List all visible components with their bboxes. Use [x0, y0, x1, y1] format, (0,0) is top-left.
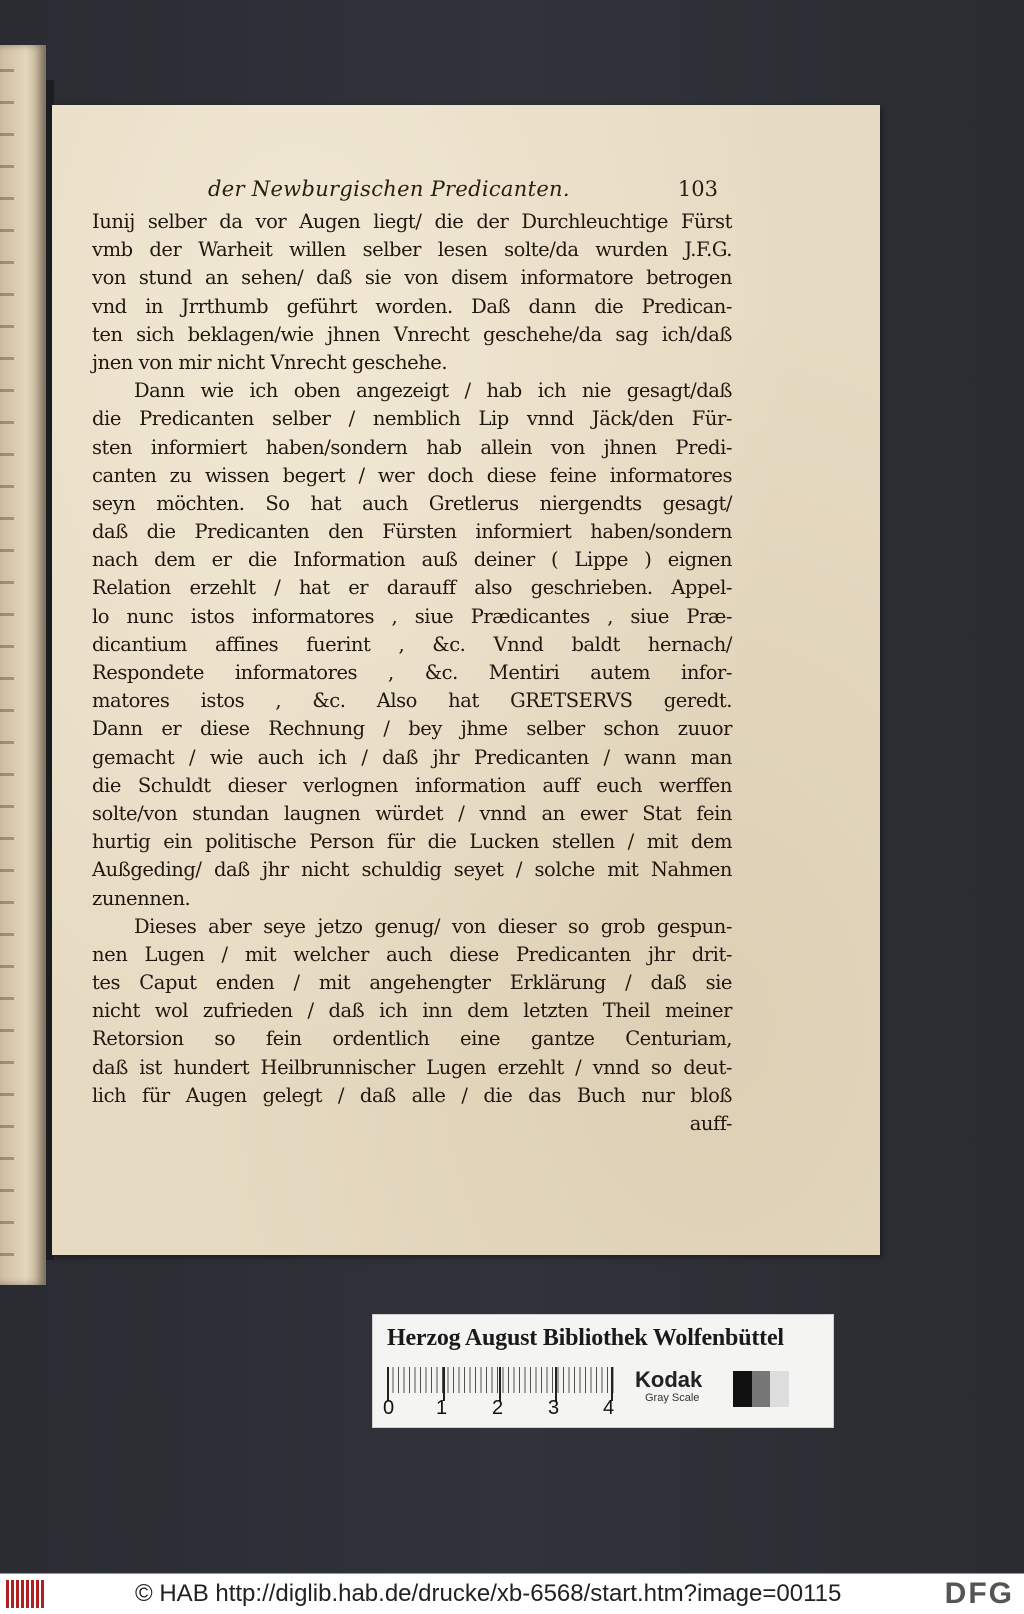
- text-line: Dann wie ich oben angezeigt / hab ich nie gesagt/daß: [134, 379, 732, 403]
- text-line: die Predicanten selber / nemblich Lip vnnd Jäck/den Für-: [92, 407, 732, 431]
- ruler-number: 2: [492, 1397, 504, 1419]
- book-page: [52, 105, 880, 1255]
- text-line: von stund an sehen/ daß sie von disem informatore betrogen: [92, 266, 732, 290]
- ruler-major-tick: [443, 1367, 445, 1401]
- text-line: canten zu wissen begert / wer doch diese feine informatores: [92, 463, 732, 487]
- text-line: nen Lugen / mit welcher auch diese Predicanten jhr drit-: [92, 942, 732, 966]
- previous-page-edge: [0, 45, 46, 1285]
- gray-swatch: [770, 1371, 789, 1407]
- gray-swatch: [752, 1371, 771, 1407]
- text-line: ten sich beklagen/wie jhnen Vnrecht geschehe/da sag ich/daß: [92, 322, 732, 346]
- ruler-number: 4: [603, 1397, 615, 1419]
- text-line: lich für Augen gelegt / daß alle / die das Buch nur bloß: [92, 1083, 732, 1107]
- ruler-number: 1: [436, 1397, 448, 1419]
- text-line: Retorsion so fein ordentlich eine gantze Centuriam,: [92, 1027, 732, 1051]
- ruler-number: 3: [548, 1397, 560, 1419]
- text-line: hurtig ein politische Person für die Lucken stellen / mit dem: [92, 830, 732, 854]
- text-line: jnen von mir nicht Vnrecht geschehe.: [92, 350, 448, 374]
- text-line: Iunij selber da vor Augen liegt/ die der Durchleuchtige Fürst: [92, 210, 732, 233]
- library-name: Herzog August Bibliothek Wolfenbüttel: [387, 1325, 784, 1351]
- text-line: Dann er diese Rechnung / bey jhme selber schon zuuor: [92, 717, 732, 741]
- gray-scale-swatches: [733, 1371, 789, 1407]
- ruler-number: 0: [383, 1397, 395, 1419]
- ruler-numbers: [373, 1397, 613, 1421]
- text-line: Relation erzehlt / hat er darauff also geschrieben. Appel-: [92, 576, 732, 600]
- text-line: auff-: [689, 1112, 732, 1135]
- text-line: Respondete informatores , &c. Mentiri autem infor-: [92, 661, 732, 684]
- text-line: vnd in Jrrthumb geführt worden. Daß dann die Predican-: [92, 294, 732, 318]
- ruler-major-tick: [555, 1367, 557, 1401]
- running-head: der Newburgischen Predicanten.: [208, 177, 570, 201]
- text-line: daß die Predicanten den Fürsten informiert haben/sondern: [92, 520, 732, 544]
- ruler-major-tick: [611, 1367, 613, 1401]
- text-line: tes Caput enden / mit angehengter Erklärung / daß sie: [92, 971, 732, 995]
- footer-bar: [0, 1573, 1024, 1614]
- text-line: zunennen.: [92, 886, 191, 910]
- kodak-gray-scale-label: Gray Scale: [645, 1392, 700, 1404]
- kodak-brand: Kodak: [635, 1367, 703, 1392]
- text-line: nicht wol zufrieden / daß ich inn dem letzten Theil meiner: [92, 999, 732, 1023]
- text-line: matores istos , &c. Also hat GRETSERVS geredt.: [92, 689, 732, 713]
- text-line: Außgeding/ daß jhr nicht schuldig seyet / solche mit Nahmen: [92, 858, 732, 882]
- text-line: Dieses aber seye jetzo genug/ von dieser so grob gespun-: [134, 914, 732, 938]
- text-line: nach dem er die Information auß deiner ( Lippe ) eignen: [92, 548, 732, 572]
- ruler-major-tick: [387, 1367, 389, 1401]
- text-line: die Schuldt dieser verlognen information auff euch werffen: [92, 773, 732, 797]
- measurement-ruler: [387, 1367, 617, 1399]
- text-line: gemacht / wie auch ich / daß jhr Predicanten / wann man: [92, 745, 732, 769]
- previous-page-text-marks: [0, 45, 14, 1285]
- barcode-logo-icon: [6, 1580, 46, 1608]
- page-number: 103: [677, 177, 718, 201]
- ruler-major-tick: [499, 1367, 501, 1401]
- text-line: lo nunc istos informatores , siue Prædicantes , siue Præ-: [92, 604, 732, 628]
- text-line: dicantium affines fuerint , &c. Vnnd baldt hernach/: [92, 632, 732, 656]
- body-text: [92, 208, 732, 1138]
- text-line: solte/von stundan laugnen würdet / vnnd an ewer Stat fein: [92, 801, 732, 825]
- ruler-ticks: [387, 1367, 617, 1393]
- page-header: [208, 177, 718, 207]
- gray-swatch: [733, 1371, 752, 1407]
- text-line: vmb der Warheit willen selber lesen solte/da wurden J.F.G.: [92, 238, 732, 262]
- text-line: daß ist hundert Heilbrunnischer Lugen erzehlt / vnnd so deut-: [92, 1055, 732, 1079]
- text-line: seyn möchten. So hat auch Gretlerus niergendts gesagt/: [92, 491, 732, 515]
- dfg-logo: DFG: [944, 1577, 1014, 1610]
- footer-url-text[interactable]: © HAB http://diglib.hab.de/drucke/xb-6568/start.htm?image=00115: [135, 1580, 842, 1607]
- color-scale-card: [372, 1314, 834, 1428]
- text-line: sten informiert haben/sondern hab allein von jhnen Predi-: [92, 435, 732, 459]
